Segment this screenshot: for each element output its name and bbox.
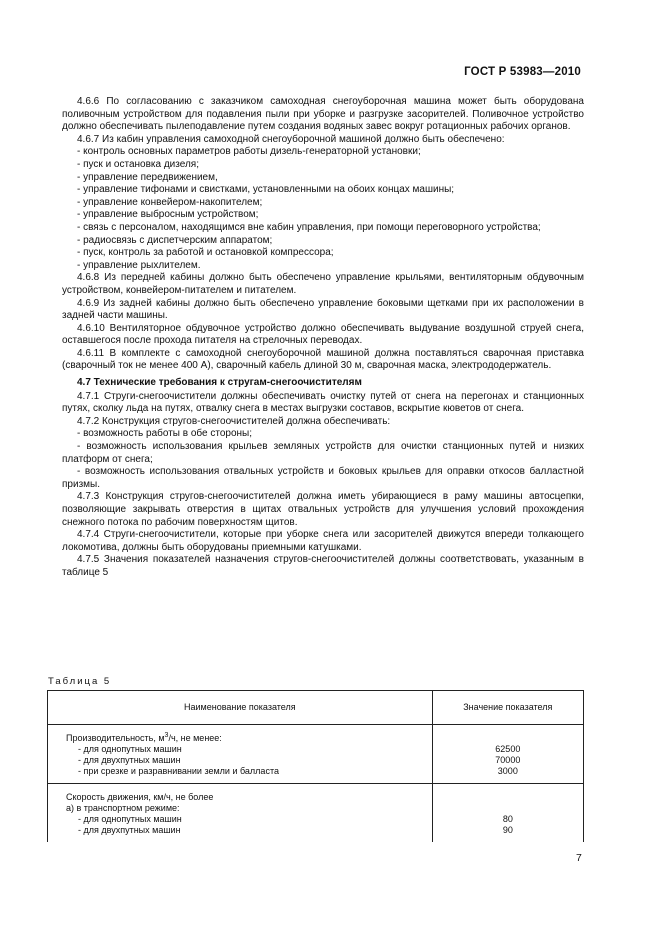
table-caption: Таблица 5 — [48, 676, 112, 687]
body-text — [62, 96, 584, 580]
paragraph-4-7-4: 4.7.4 Струги-снегоочистители, которые при уборке снега или засорителей движутся впереди толкающего локомотива, должны быть оборудованы приемными катушками. — [62, 529, 584, 553]
list-item: - возможность использования крыльев земляных устройств для очистки станционных путей и низких платформ от снега; — [62, 441, 584, 465]
column-header-value: Значение показателя — [432, 691, 583, 725]
row-label: - для двухпутных машин — [78, 755, 181, 765]
page-number: 7 — [576, 852, 582, 864]
table-cell-value — [432, 725, 583, 784]
row-label: - для однопутных машин — [78, 744, 182, 754]
table-cell-value — [432, 784, 583, 843]
row-value: 80 — [502, 814, 513, 824]
paragraph-4-6-6: 4.6.6 По согласованию с заказчиком самоходная снегоуборочная машина может быть оборудована поливочным устройством для подавления пыли при уборке и разгрузке засорителей. Поливочное устройство должно обеспечивать пылеподавление путем создания водяных завес вокруг ротационных рабочих органов. — [62, 96, 584, 133]
list-item: - возможность работы в обе стороны; — [77, 428, 252, 440]
list-item: - связь с персоналом, находящимся вне кабин управления, при помощи переговорного устройства; — [77, 221, 541, 233]
section-heading-4-7: 4.7 Технические требования к стругам-снегоочистителям — [77, 377, 362, 389]
list-item: - управление тифонами и свистками, установленными на обоих концах машины; — [77, 184, 455, 196]
paragraph-4-6-8: 4.6.8 Из передней кабины должно быть обеспечено управление крыльями, вентиляторным обдувочным устройством, конвейером-питателем и питателем. — [62, 272, 584, 296]
list-item: - радиосвязь с диспетчерским аппаратом; — [77, 234, 273, 246]
paragraph-4-6-9: 4.6.9 Из задней кабины должно быть обеспечено управление боковыми щетками при их расположении в задней части машины. — [62, 297, 584, 322]
list-item: - управление конвейером-накопителем; — [77, 196, 263, 208]
table-cell-name — [48, 784, 433, 843]
group-title-speed: Скорость движения, км/ч, не более — [66, 792, 214, 802]
group-title-productivity: Производительность, $м^3/ч$, не менее: — [66, 732, 222, 743]
row-value: 90 — [502, 825, 513, 835]
table-cell-name — [48, 725, 433, 784]
paragraph-4-7-5: 4.7.5 Значения показателей назначения стругов-снегоочистителей должны соответствовать, указанным в таблице 5 — [62, 554, 584, 578]
group-subtitle: а) в транспортном режиме: — [66, 803, 180, 813]
paragraph-4-7-1: 4.7.1 Струги-снегоочистители должны обеспечивать очистку путей от снега на перегонах и станционных путях, сколку льда на путях, отвалку снега в местах выгрузки составов, вскрытие кюветов от снега. — [62, 390, 584, 415]
paragraph-4-7-3: 4.7.3 Конструкция стругов-снегоочистителей должна иметь убирающиеся в раму машины автосцепки, позволяющие закрывать отверстия в щитах отвальных устройств для улучшения условий прохождения снежного потока по рабочим поверхностям щитов. — [62, 491, 584, 528]
list-item: - пуск и остановка дизеля; — [77, 158, 200, 170]
list-item: - управление выбросным устройством; — [77, 209, 259, 221]
table-row — [48, 784, 584, 843]
list-item: - контроль основных параметров работы дизель-генераторной установки; — [77, 146, 421, 158]
table-header-row — [48, 691, 584, 725]
list-item: - управление передвижением, — [77, 171, 218, 183]
row-value: 62500 — [495, 744, 521, 754]
list-item: - пуск, контроль за работой и остановкой компрессора; — [77, 247, 334, 259]
paragraph-4-6-10: 4.6.10 Вентиляторное обдувочное устройство должно обеспечивать выдувание воздушной струей снега, оставшегося после прохода питателя на стрелочных переводах. — [62, 322, 584, 347]
row-label: - при срезке и разравнивании земли и балласта — [78, 766, 279, 776]
row-value: 3000 — [497, 766, 518, 776]
document-code: ГОСТ Р 53983—2010 — [464, 66, 581, 78]
paragraph-4-7-2: 4.7.2 Конструкция стругов-снегоочистителей должна обеспечивать: — [77, 415, 391, 427]
table-row — [48, 725, 584, 784]
row-value: 70000 — [495, 755, 521, 765]
paragraph-4-6-7: 4.6.7 Из кабин управления самоходной снегоуборочной машиной должно быть обеспечено: — [77, 133, 505, 145]
list-item: - возможность использования отвальных устройств и боковых крыльев для оправки откосов балластной призмы. — [62, 466, 584, 490]
column-header-name: Наименование показателя — [48, 691, 433, 725]
row-label: - для однопутных машин — [78, 814, 182, 824]
table-5 — [47, 690, 584, 842]
paragraph-4-6-11: 4.6.11 В комплекте с самоходной снегоуборочной машиной должна поставляться сварочная приставка (сварочный ток не менее 400 А), сварочный кабель длиной 30 м, сварочная маска, электрододержатель. — [62, 347, 584, 372]
row-label: - для двухпутных машин — [78, 825, 181, 835]
list-item: - управление рыхлителем. — [77, 259, 201, 271]
